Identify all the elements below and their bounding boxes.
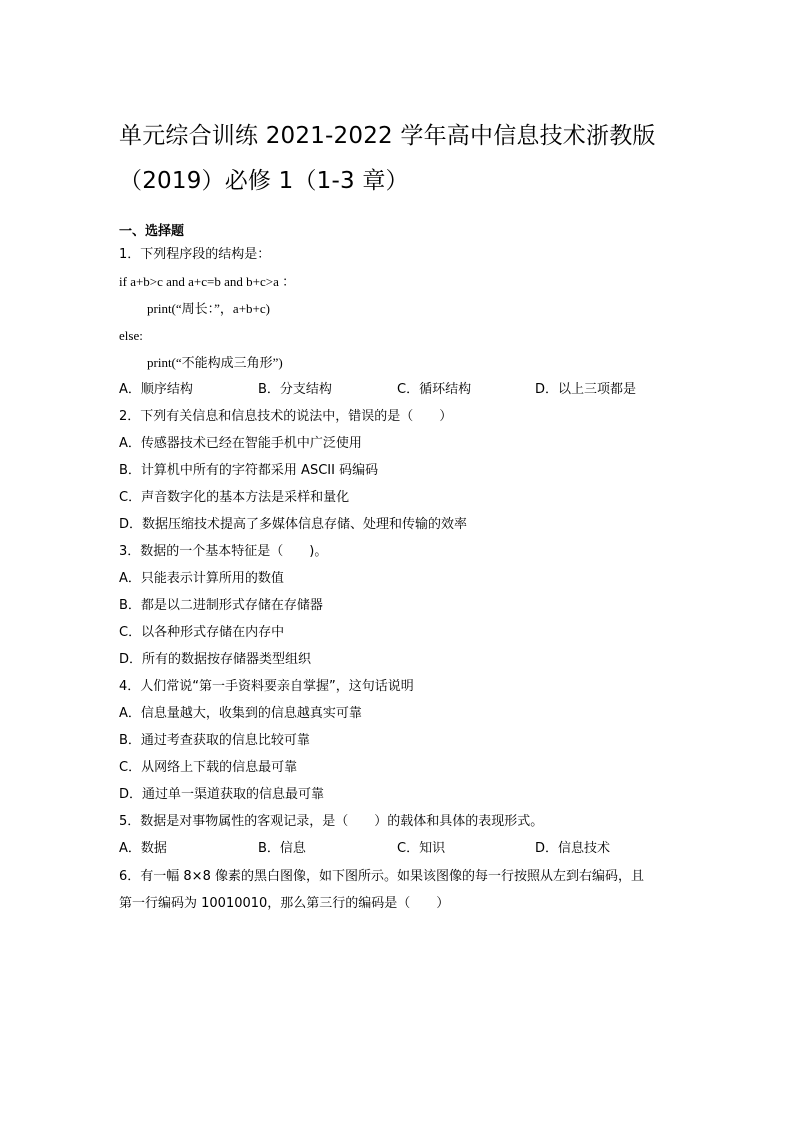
question-4-stem: 4．人们常说“第一手资料要亲自掌握”，这句话说明 bbox=[119, 679, 414, 694]
option-b: B．信息 bbox=[258, 841, 306, 856]
option-c: C．声音数字化的基本方法是采样和量化 bbox=[119, 490, 350, 505]
section-heading: 一、选择题 bbox=[119, 224, 185, 239]
code-line: else: bbox=[119, 328, 143, 343]
option-a: A．顺序结构 bbox=[119, 382, 193, 397]
question-6-stem-line-2: 第一行编码为 10010010，那么第三行的编码是（ ） bbox=[119, 896, 450, 911]
option-b: B．计算机中所有的字符都采用 ASCII 码编码 bbox=[119, 463, 379, 478]
option-d: D．所有的数据按存储器类型组织 bbox=[119, 652, 312, 667]
code-line: print(“周长：”，a+b+c) bbox=[147, 301, 270, 316]
question-5-stem: 5．数据是对事物属性的客观记录，是（ ）的载体和具体的表现形式。 bbox=[119, 814, 544, 829]
option-b: B．分支结构 bbox=[258, 382, 332, 397]
title-line-2: （2019）必修 1（1-3 章） bbox=[119, 168, 409, 194]
option-d: D．数据压缩技术提高了多媒体信息存储、处理和传输的效率 bbox=[119, 517, 468, 532]
code-line: print(“不能构成三角形”) bbox=[147, 355, 283, 370]
question-1-stem: 1．下列程序段的结构是： bbox=[119, 247, 271, 262]
option-b: B．通过考查获取的信息比较可靠 bbox=[119, 733, 310, 748]
option-a: A．传感器技术已经在智能手机中广泛使用 bbox=[119, 436, 362, 451]
option-b: B．都是以二进制形式存储在存储器 bbox=[119, 598, 323, 613]
code-line: if a+b>c and a+c=b and b+c>a ： bbox=[119, 274, 296, 289]
option-a: A．数据 bbox=[119, 841, 167, 856]
question-2-stem: 2．下列有关信息和信息技术的说法中，错误的是（ ） bbox=[119, 409, 453, 424]
option-c: C．以各种形式存储在内存中 bbox=[119, 625, 285, 640]
option-c: C．从网络上下载的信息最可靠 bbox=[119, 760, 298, 775]
option-d: D．以上三项都是 bbox=[535, 382, 637, 397]
option-c: C．循环结构 bbox=[397, 382, 472, 397]
title-line-1: 单元综合训练 2021-2022 学年高中信息技术浙教版 bbox=[119, 123, 656, 149]
option-d: D．通过单一渠道获取的信息最可靠 bbox=[119, 787, 325, 802]
option-d: D．信息技术 bbox=[535, 841, 611, 856]
option-c: C．知识 bbox=[397, 841, 446, 856]
option-a: A．信息量越大，收集到的信息越真实可靠 bbox=[119, 706, 362, 721]
question-6-stem-line-1: 6．有一幅 8×8 像素的黑白图像，如下图所示。如果该图像的每一行按照从左到右编码，且 bbox=[119, 869, 644, 884]
question-3-stem: 3．数据的一个基本特征是（ )。 bbox=[119, 544, 328, 559]
option-a: A．只能表示计算所用的数值 bbox=[119, 571, 284, 586]
